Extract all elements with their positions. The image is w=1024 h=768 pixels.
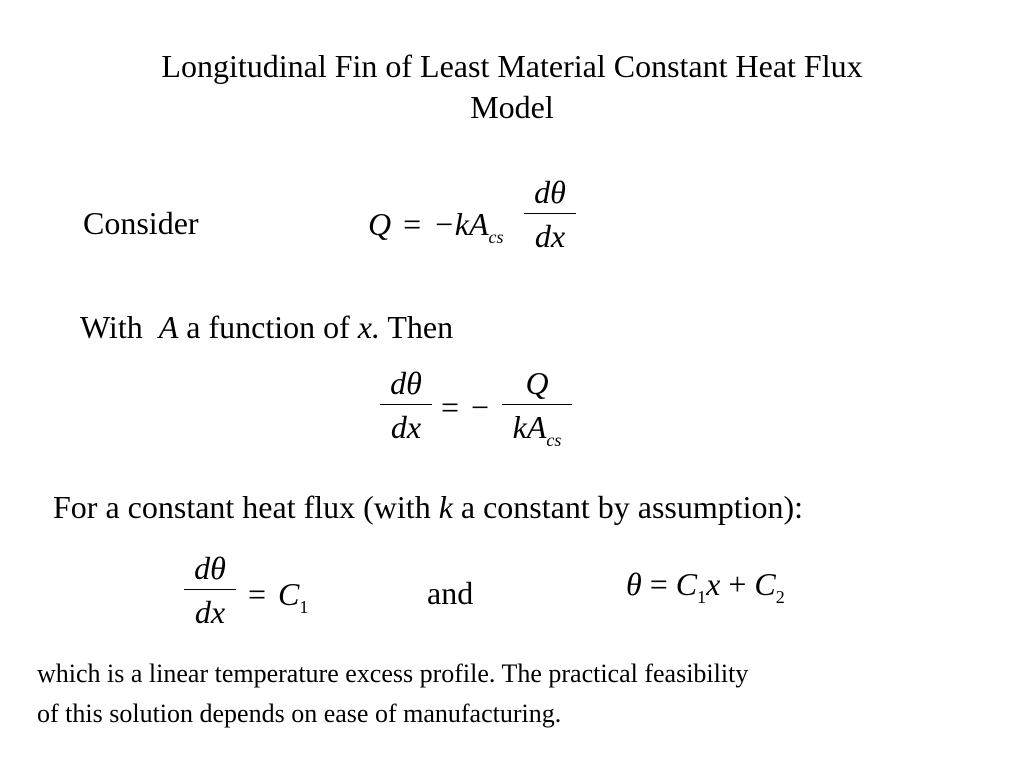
eq2-lhs-bar [380,404,432,405]
with-word: With [80,309,143,345]
conclusion-paragraph [37,654,748,734]
eq2-rhs-fraction [502,365,572,450]
constant-flux-var-k: k [438,489,453,525]
eq2-operators [441,389,489,426]
eq2-lhs-denominator: dx [390,409,422,445]
eq4-plus: + [728,566,747,602]
eq1-lhs: Q [368,206,392,242]
slide-title [40,46,984,128]
with-then: Then [387,309,454,345]
eq1-rhs-prefix: −kA [433,206,489,242]
eq1-equals: = [403,206,422,242]
eq1-rhs-subscript: cs [488,227,504,247]
eq4-theta: θ [626,566,642,602]
eq3-numerator: dθ [194,550,226,586]
eq2-rhs-bar [502,404,572,405]
eq4-c2: C [754,566,776,602]
eq1-fraction-numerator: dθ [534,174,566,210]
eq3-rhs [248,576,309,617]
eq4-x: x [706,566,721,602]
eq2-rhs-den-subscript: cs [546,430,562,450]
eq2-lhs-numerator: dθ [390,365,422,401]
eq3-denominator: dx [194,594,226,630]
eq1-fraction [524,174,576,254]
with-text [80,309,453,345]
eq2-minus: − [471,389,490,425]
eq2-rhs-numerator: Q [525,365,549,401]
with-var-a: A [158,309,179,345]
slide-title-line-2: Model [470,89,554,125]
eq3-c-subscript: 1 [299,597,309,617]
equation-theta-profile [626,566,785,607]
with-var-x: x. [357,309,380,345]
eq3-c: C [278,576,300,612]
eq1-fraction-bar [524,213,576,214]
eq3-equals: = [248,576,267,612]
with-mid: a function of [186,309,350,345]
eq3-bar [184,589,236,590]
eq2-rhs-den-main: kA [512,409,547,445]
slide-title-line-1: Longitudinal Fin of Least Material Constant Heat Flux [161,48,863,84]
eq2-lhs-fraction [380,365,432,445]
constant-flux-before: For a constant heat flux (with [53,489,431,525]
constant-flux-text [53,489,803,525]
eq4-c1: C [675,566,698,602]
conclusion-line-1: which is a linear temperature excess profile. The practical feasibility [37,659,749,688]
eq4-c1-subscript: 1 [697,587,707,607]
conclusion-line-2: of this solution depends on ease of manufacturing. [37,699,562,728]
and-label: and [427,575,474,611]
consider-label: Consider [83,205,199,241]
eq4-c2-subscript: 2 [775,587,785,607]
eq1-fraction-denominator: dx [534,218,566,254]
equation-heat-rate [368,206,504,247]
constant-flux-after: a constant by assumption): [460,489,804,525]
eq2-equals: = [441,389,460,425]
eq2-rhs-denominator [502,409,572,450]
eq3-fraction [184,550,236,630]
eq4-equals: = [649,566,668,602]
